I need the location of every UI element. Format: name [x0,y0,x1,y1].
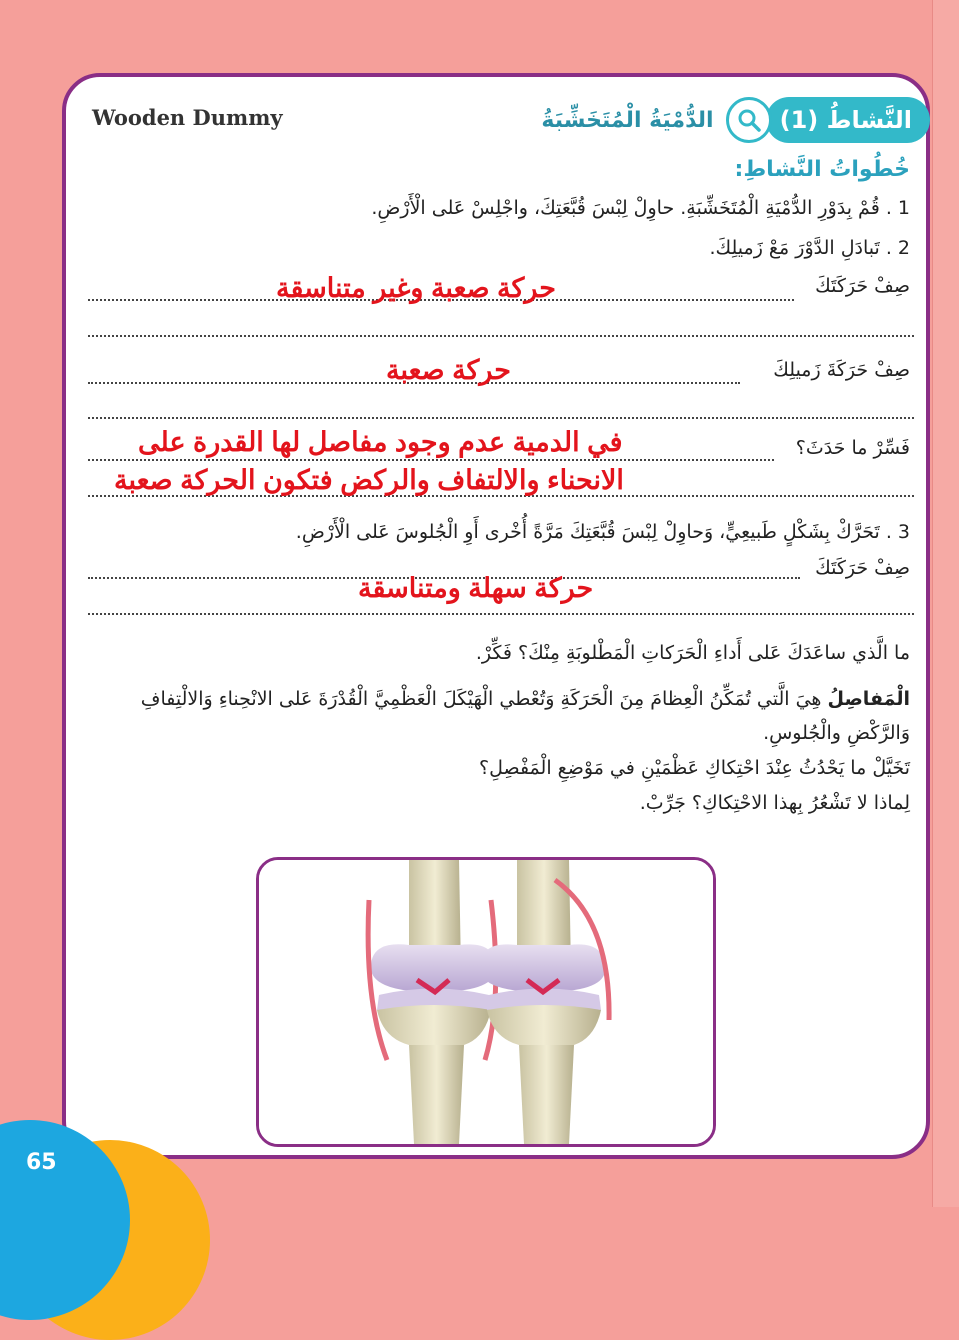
step-3-text: 3 . تَحَرَّكْ بِشَكْلٍ طَبيعِيٍّ، وَحاوِلْ لِبْسَ قُبَّعَتِكَ مَرَّةً أُخْرى أَوِ الْجُلوسَ عَلى الْأَرْضِ. [295,521,910,543]
describe-partner-movement-label: صِفْ حَرَكَةَ زَميلِكَ [773,359,910,381]
handwritten-answer-3-line-2: الانحناء والالتفاف والركض فتكون الحركة صعبة [114,465,624,495]
joints-definition-text: هِيَ الَّتي تُمَكِّنُ الْعِظامَ مِنَ الْحَرَكَةِ وَتُعْطي الْهَيْكَلَ الْعَظْمِيَّ الْقُدْرَةَ عَلى الانْحِناءِ وَالالْتِفافِ [140,688,828,710]
describe-your-movement-label: صِفْ حَرَكَتَكَ [815,275,910,297]
activity-card [62,73,930,1159]
answer-line [88,459,774,461]
page-number: 65 [26,1150,57,1175]
magnifier-glyph [736,107,762,133]
think-question: ما الَّذي ساعَدَكَ عَلى أَداءِ الْحَرَكاتِ الْمَطْلوبَةِ مِنْكَ؟ فَكِّرْ. [475,642,910,664]
explain-label: فَسِّرْ ما حَدَثَ؟ [795,437,910,459]
handwritten-answer-1: حركة صعبة وغير متناسقة [276,273,556,303]
step-2-text: 2 . تَبادَلِ الدَّوْرَ مَعْ زَميلِكَ. [709,237,910,259]
english-title: Wooden Dummy [92,105,283,130]
handwritten-answer-3-line-1: في الدمية عدم وجود مفاصل لها القدرة على [138,427,623,457]
knee-joint-illustration [256,857,716,1147]
imagine-question: تَخَيَّلْ ما يَحْدُثُ عِنْدَ احْتِكاكِ عَظْمَيْنِ في مَوْضِعِ الْمَفْصِلِ؟ [479,757,910,779]
steps-heading: خُطُواتُ النَّشاطِ: [734,157,910,182]
joints-definition-continued: وَالرَّكْضِ والْجُلوسِ. [763,722,910,744]
joints-term: الْمَفاصِلُ [827,688,910,710]
activity-badge [766,97,930,143]
answer-line [88,335,914,337]
activity-header [541,97,930,143]
answer-line [88,417,914,419]
magnifier-icon [726,97,772,143]
joints-definition [84,682,910,750]
page-edge-strip [932,0,959,1207]
handwritten-answer-2: حركة صعبة [386,355,511,385]
activity-title: الدُّمْيَةُ الْمُتَخَشِّبَةُ [541,107,714,133]
activity-label: النَّشاطُ (1) [779,106,912,134]
handwritten-answer-4: حركة سهلة ومتناسقة [358,573,594,603]
answer-line [88,613,914,615]
describe-your-movement-label-2: صِفْ حَرَكَتَكَ [815,557,910,579]
step-1-text: 1 . قُمْ بِدَوْرِ الدُّمْيَةِ الْمُتَخَشِّبَةِ. حاوِلْ لِبْسَ قُبَّعَتِكَ، واجْلِسْ عَلى الْأَرْضِ. [371,197,910,219]
why-question: لِماذا لا تَشْعُرُ بِهذا الاحْتِكاكِ؟ جَرِّبْ. [639,792,910,814]
knee-joints-image [259,860,713,1144]
